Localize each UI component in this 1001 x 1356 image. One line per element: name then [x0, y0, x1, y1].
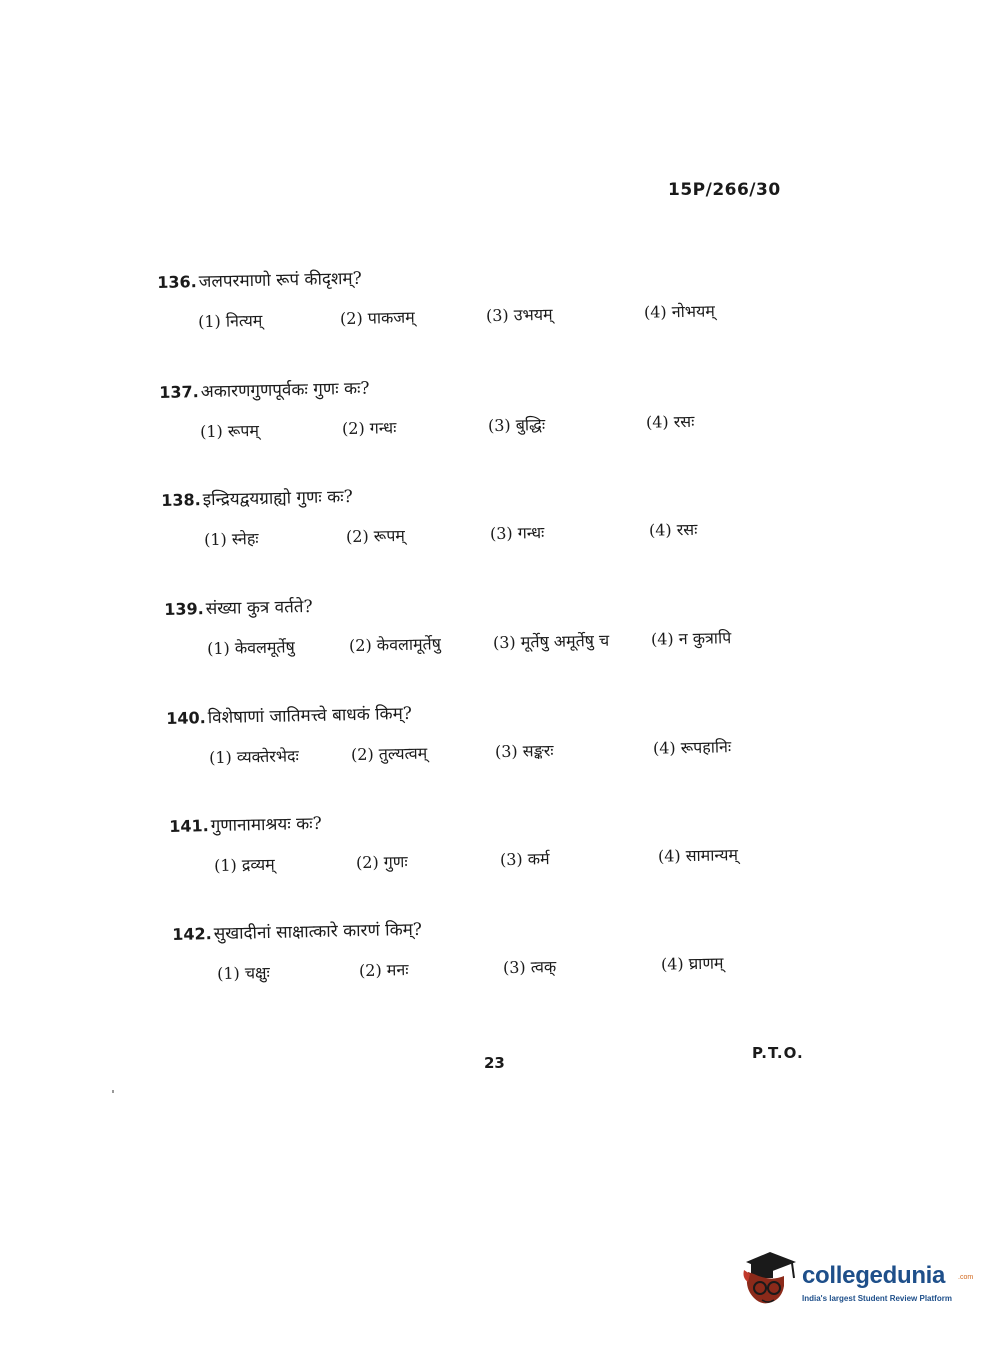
option-1: (1) स्नेहः — [203, 528, 259, 550]
watermark-logo — [740, 1248, 974, 1318]
page-number: 23 — [484, 1054, 505, 1072]
option-2: (2) मनः — [358, 960, 409, 981]
option-4: (4) नोभयम् — [643, 301, 716, 322]
option-4: (4) रसः — [648, 519, 698, 540]
question-136 — [157, 254, 918, 341]
question-139 — [164, 581, 925, 668]
option-2: (2) गुणः — [355, 852, 408, 873]
question-number: 140. — [166, 708, 206, 728]
option-4: (4) रूपहानिः — [652, 737, 732, 758]
option-1: (1) द्रव्यम् — [213, 854, 275, 876]
option-3: (3) सङ्करः — [494, 740, 554, 762]
option-2: (2) केवलामूर्तेषु — [348, 634, 442, 656]
question-138 — [161, 472, 922, 559]
option-3: (3) उभयम् — [485, 304, 553, 326]
question-142 — [172, 906, 933, 993]
option-4: (4) सामान्यम् — [657, 845, 739, 866]
option-4: (4) न कुत्रापि — [650, 628, 732, 649]
paper-code: 15P/266/30 — [668, 180, 781, 200]
mascot-icon — [740, 1248, 800, 1312]
option-2: (2) रूपम् — [345, 525, 406, 547]
option-4: (4) रसः — [645, 411, 695, 432]
brand-domain: .com — [958, 1274, 974, 1281]
option-2: (2) तुल्यत्वम् — [350, 743, 428, 765]
question-number: 138. — [161, 490, 201, 510]
question-text: अकारणगुणपूर्वकः गुणः कः? — [200, 378, 370, 403]
option-1: (1) केवलमूर्तेषु — [206, 637, 295, 659]
question-140 — [166, 690, 927, 777]
option-1: (1) व्यक्तेरभेदः — [208, 746, 299, 768]
option-1: (1) नित्यम् — [197, 310, 263, 332]
brand-name: collegedunia — [802, 1262, 946, 1289]
option-1: (1) चक्षुः — [216, 962, 270, 984]
pto-label: P.T.O. — [752, 1044, 804, 1062]
option-1: (1) रूपम् — [199, 420, 260, 442]
question-137 — [159, 364, 920, 451]
question-141 — [169, 798, 930, 885]
option-3: (3) मूर्तेषु अमूर्तेषु च — [492, 630, 610, 653]
question-number: 136. — [157, 272, 197, 292]
question-text: सुखादीनां साक्षात्कारे कारणं किम्? — [213, 919, 423, 945]
option-3: (3) गन्धः — [489, 522, 545, 544]
option-2: (2) पाकजम् — [339, 307, 415, 329]
question-text: विशेषाणां जातिमत्त्वे बाधकं किम्? — [207, 703, 413, 729]
scan-speck — [112, 1090, 114, 1093]
option-3: (3) कर्म — [499, 849, 550, 870]
question-text: जलपरमाणो रूपं कीदृशम्? — [198, 268, 362, 293]
brand-tagline: India's largest Student Review Platform — [802, 1294, 952, 1303]
question-text: गुणानामाश्रयः कः? — [210, 813, 322, 837]
option-3: (3) त्वक् — [502, 956, 557, 978]
question-text: संख्या कुत्र वर्तते? — [205, 596, 313, 620]
question-number: 141. — [169, 816, 209, 836]
question-number: 137. — [159, 382, 199, 402]
option-2: (2) गन्धः — [341, 418, 397, 439]
option-3: (3) बुद्धिः — [487, 414, 546, 436]
question-number: 139. — [164, 599, 204, 619]
question-text: इन्द्रियद्वयग्राह्यो गुणः कः? — [202, 486, 353, 511]
question-number: 142. — [172, 924, 212, 944]
option-4: (4) घ्राणम् — [660, 953, 724, 974]
